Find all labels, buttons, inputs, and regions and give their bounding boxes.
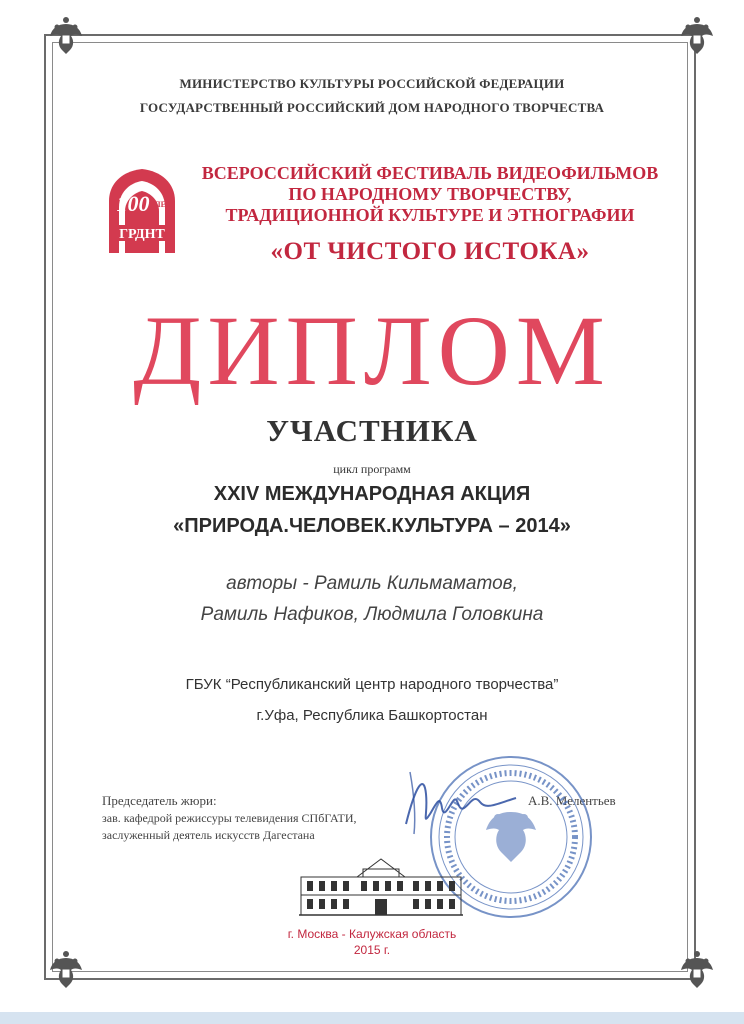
jury-chair-position: зав. кафедрой режиссуры телевидения СПбГАТИ, <box>102 811 357 825</box>
action-title: XXIV МЕЖДУНАРОДНАЯ АКЦИЯ <box>213 483 531 505</box>
festival-line: ВСЕРОССИЙСКИЙ ФЕСТИВАЛЬ ВИДЕОФИЛЬМОВ <box>201 163 659 183</box>
authors-line: авторы - Рамиль Кильмаматов, <box>226 573 518 594</box>
signature-icon <box>396 764 526 844</box>
logo-years: ЛЕТ <box>154 200 172 209</box>
cycle-label: цикл программ <box>333 462 411 476</box>
action-name: «ПРИРОДА.ЧЕЛОВЕК.КУЛЬТУРА – 2014» <box>173 515 571 537</box>
festival-name: «ОТ ЧИСТОГО ИСТОКА» <box>270 238 590 265</box>
city-line: г. Москва - Калужская область <box>287 927 457 941</box>
jury-chair-title: заслуженный деятель искусств Дагестана <box>102 828 315 842</box>
building-icon <box>299 855 463 919</box>
ministry-line: МИНИСТЕРСТВО КУЛЬТУРЫ РОССИЙСКОЙ ФЕДЕРАЦИИ <box>179 76 565 91</box>
double-headed-eagle-icon <box>677 14 717 58</box>
house-of-folk-art-line: ГОСУДАРСТВЕННЫЙ РОССИЙСКИЙ ДОМ НАРОДНОГО ТВОРЧЕСТВА <box>139 100 605 115</box>
organization-location: г.Уфа, Республика Башкортостан <box>256 707 488 724</box>
scan-edge-strip <box>0 1012 744 1024</box>
festival-line: ТРАДИЦИОННОЙ КУЛЬТУРЕ И ЭТНОГРАФИИ <box>225 205 635 225</box>
organization-name: ГБУК “Республиканский центр народного творчества” <box>185 676 559 693</box>
signer-name: А.В. Мелентьев <box>528 793 616 808</box>
logo-abbrev: ГРДНТ <box>119 227 165 242</box>
grdnt-logo-icon <box>103 167 181 255</box>
festival-line: ПО НАРОДНОМУ ТВОРЧЕСТВУ, <box>288 184 572 204</box>
logo-number: 100 <box>116 191 150 216</box>
year-line: 2015 г. <box>353 943 391 957</box>
double-headed-eagle-icon <box>46 14 86 58</box>
diploma-title: ДИПЛОМ <box>133 295 611 406</box>
diploma-subtitle: УЧАСТНИКА <box>266 413 478 448</box>
authors-line: Рамиль Нафиков, Людмила Головкина <box>200 604 544 625</box>
jury-chair-label: Председатель жюри: <box>102 793 217 808</box>
